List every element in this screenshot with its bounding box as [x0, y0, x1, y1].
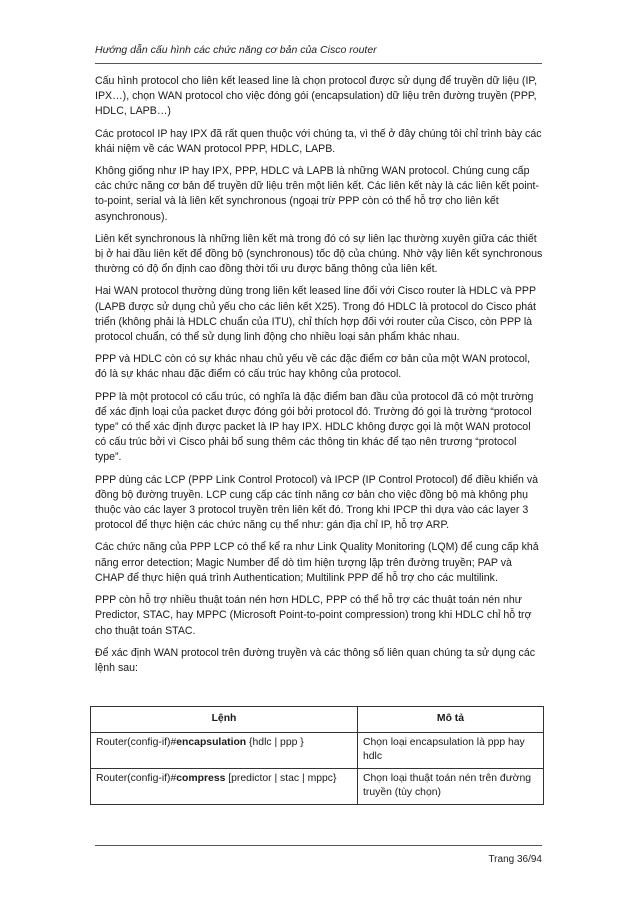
paragraph: PPP dùng các LCP (PPP Link Control Protocol) và IPCP (IP Control Protocol) để điều khiển và đồng bộ đường truyền. LCP cung cấp các tính năng cơ bản cho việc đồng bộ mà không phụ thuộc vào các layer 3 protocol truyền trên liên kết đó. Trong khi IPCP thì dựa vào các layer 3 protocol để thực hiện các chức năng cụ thể như: gán địa chỉ IP, hỗ trợ ARP. — [95, 473, 539, 532]
column-header-description: Mô tả — [358, 707, 544, 733]
command-cell — [91, 732, 358, 768]
document-body — [95, 74, 543, 683]
header-divider — [95, 63, 542, 64]
command-args: {hdlc | ppp } — [246, 736, 304, 748]
paragraph: Cấu hình protocol cho liên kết leased line là chọn protocol được sử dụng để truyền dữ liệu (IP, IPX…), chọn WAN protocol cho việc đóng gói (encapsulation) dữ liệu trên đường truyền (PPP, HDLC, LAPB…) — [95, 75, 538, 118]
paragraph: Để xác định WAN protocol trên đường truyền và các thông số liên quan chúng ta sử dụng các lệnh sau: — [95, 646, 536, 674]
command-keyword: compress — [176, 772, 226, 784]
table-row — [91, 732, 544, 768]
paragraph: Các protocol IP hay IPX đã rất quen thuộc với chúng ta, vì thế ở đây chúng tôi chỉ trình bày các khái niệm về các WAN protocol PPP, HDLC, LAPB. — [95, 127, 542, 155]
description-cell: Chọn loại thuật toán nén trên đường truyền (tùy chọn) — [358, 768, 544, 804]
command-cell — [91, 768, 358, 804]
table-header-row — [91, 707, 544, 733]
paragraph: Liên kết synchronous là những liên kết mà trong đó có sự liên lạc thường xuyên giữa các thiết bị ở hai đầu liên kết để đồng bộ (synchronous) tốc độ của chúng. Nhờ vậy liên kết synchronous thường có độ ổn định cao đồng thời tối ưu được băng thông của liên kết. — [95, 232, 543, 276]
paragraph: Không giống như IP hay IPX, PPP, HDLC và LAPB là những WAN protocol. Chúng cung cấp các chức năng cơ bản để truyền dữ liệu trên một liên kết. Các liên kết này là các liên kết point-to-point, serial và là liên kết synchronous (ngoại trừ PPP còn có thể hỗ trợ cho liên kết asynchronous). — [95, 165, 539, 223]
paragraph: PPP là một protocol có cấu trúc, có nghĩa là đặc điểm ban đầu của protocol đã có một trường để xác định loại của packet được đóng gói bởi protocol đó. Trường đó gọi là trường “protocol type” có thể xác định được packet là IP hay IPX. HDLC không được gọi là một WAN protocol có cấu trúc bởi vì Cisco phải bổ sung thêm các thông tin khác để tạo nên trương “protocol type”. — [95, 390, 534, 464]
paragraph: PPP và HDLC còn có sự khác nhau chủ yếu về các đặc điểm cơ bản của một WAN protocol, đó là sự khác nhau đặc điểm có cấu trúc hay không của protocol. — [95, 353, 531, 381]
command-keyword: encapsulation — [176, 736, 247, 748]
running-header: Hướng dẫn cấu hình các chức năng cơ bản của Cisco router — [95, 44, 377, 56]
paragraph: Các chức năng của PPP LCP có thể kể ra như Link Quality Monitoring (LQM) để cung cấp khả năng error detection; Magic Number để dò tìm hiện tượng lặp trên đường truyền; PAP và CHAP để thực hiện quá trình Authentication; Multilink PPP để hỗ trợ cho các multilink. — [95, 541, 539, 584]
page-number: Trang 36/94 — [488, 854, 542, 865]
command-prefix: Router(config-if)# — [96, 772, 177, 784]
paragraph: PPP còn hỗ trợ nhiều thuật toán nén hơn HDLC, PPP có thể hỗ trợ các thuật toán nén như Predictor, STAC, hay MPPC (Microsoft Point-to-point compression) trong khi HDLC chỉ hỗ trợ cho thuật toán STAC. — [95, 594, 532, 637]
command-args: [predictor | stac | mppc} — [225, 772, 337, 784]
command-table — [90, 706, 544, 805]
table-row — [91, 768, 544, 804]
footer-divider — [95, 845, 542, 846]
paragraph: Hai WAN protocol thường dùng trong liên kết leased line đối với Cisco router là HDLC và PPP (LAPB được sử dụng chủ yếu cho các liên kết X25). Trong đó HDLC là protocol do Cisco phát triển (không phải là HDLC chuẩn của ITU), chỉ thích hợp đối với router của Cisco, còn PPP là protocol chuẩn, có thể sử dụng linh động cho nhiều loại sản phẩm khác nhau. — [95, 285, 536, 344]
command-prefix: Router(config-if)# — [96, 736, 177, 748]
column-header-command: Lệnh — [91, 707, 358, 733]
description-cell: Chọn loại encapsulation là ppp hay hdlc — [358, 732, 544, 768]
